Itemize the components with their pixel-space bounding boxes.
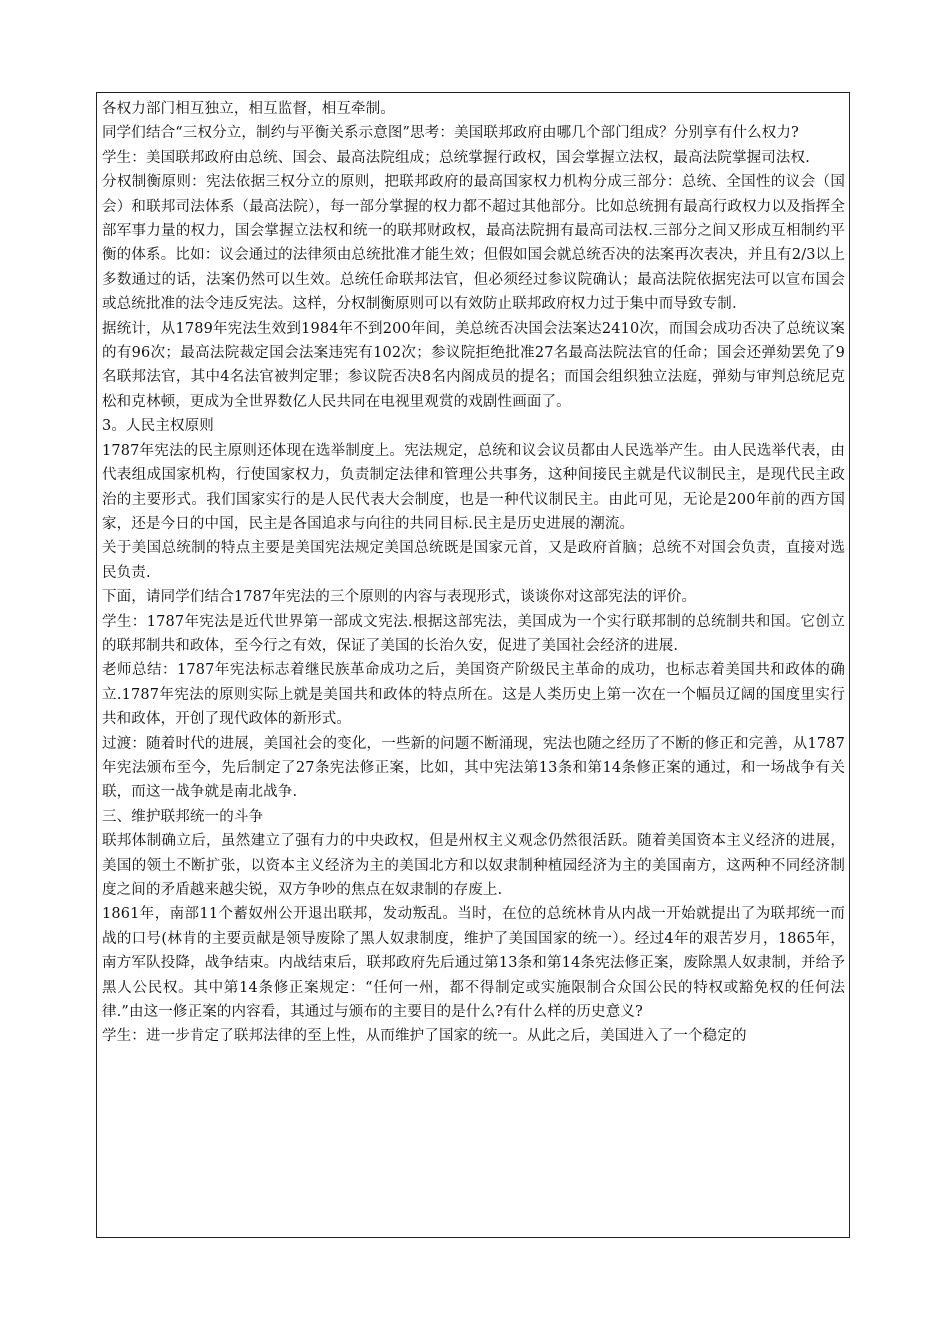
paragraph-student-evaluation: 学生：1787年宪法是近代世界第一部成文宪法.根据这部宪法，美国成为一个实行联邦制的总统制共和国。它创立的联邦制共和政体，至今行之有效，保证了美国的长治久安，促进了美国社会经济的进展.: [102, 613, 845, 654]
paragraph-presidential-system: 关于美国总统制的特点主要是美国宪法规定美国总统既是国家元首，又是政府首脑；总统不对国会负责，直接对选民负责.: [102, 540, 845, 581]
paragraph-teacher-summary: 老师总结：1787年宪法标志着继民族革命成功之后，美国资产阶级民主革命的成功，也标志着美国共和政体的确立.1787年宪法的原则实际上就是美国共和政体的特点所在。这是人类历史上第一次在一个幅员辽阔的国度里实行共和政体，开创了现代政体的新形式。: [102, 662, 845, 728]
paragraph-statistics: 据统计，从1789年宪法生效到1984年不到200年间，美总统否决国会法案达2410次，而国会成功否决了总统议案的有96次；最高法院裁定国会法案违宪有102次；参议院拒绝批准27名最高法院法官的任命；国会还弹劾罢免了9名联邦法官，其中4名法官被判定罪；参议院否决8名内阁成员的提名；而国会组织独立法庭，弹劾与审判总统尼克松和克林顿，更成为全世界数亿人民共同在电视里观赏的戏剧性画面了。: [102, 320, 845, 410]
paragraph-civil-war: 1861年，南部11个蓄奴州公开退出联邦，发动叛乱。当时，在位的总统林肯从内战一开始就提出了为联邦统一而战的口号(林肯的主要贡献是领导废除了黑人奴隶制度，维护了美国国家的统一）。经过4年的艰苦岁月，1865年，南方军队投降，战争结束。内战结束后，联邦政府先后通过第13条和第14条宪法修正案，废除黑人奴隶制，并给予黑人公民权。其中第14条修正案规定：“任何一州，都不得制定或实施限制合众国公民的特权或豁免权的任何法律.”由这一修正案的内容看，其通过与颁布的主要目的是什么?有什么样的历史意义?: [102, 906, 845, 1021]
heading-union-struggle: 三、维护联邦统一的斗争: [102, 808, 264, 825]
document-body: [97, 93, 849, 1049]
paragraph-federal-system: 联邦体制确立后，虽然建立了强有力的中央政权，但是州权主义观念仍然很活跃。随着美国资本主义经济的进展，美国的领土不断扩张，以资本主义经济为主的美国北方和以奴隶制种植园经济为主的美国南方，这两种不同经济制度之间的矛盾越来越尖锐，双方争吵的焦点在奴隶制的存废上.: [102, 833, 845, 898]
paragraph-democratic-principle: 1787年宪法的民主原则还体现在选举制度上。宪法规定，总统和议会议员都由人民选举产生。由人民选举代表，由代表组成国家机构，行使国家权力，负责制定法律和管理公共事务，这种间接民主就是代议制民主，是现代民主政治的主要形式。我们国家实行的是人民代表大会制度，也是一种代议制民主。由此可见，无论是200年前的西方国家，还是今日的中国，民主是各国追求与向往的共同目标.民主是历史进展的潮流。: [102, 442, 845, 532]
table-cell-frame: [96, 92, 850, 1238]
paragraph-student-union: 学生：进一步肯定了联邦法律的至上性，从而维护了国家的统一。从此之后，美国进入了一个稳定的: [102, 1028, 747, 1045]
heading-popular-sovereignty: 3。人民主权原则: [102, 418, 214, 435]
paragraph-checks-balances: 各权力部门相互独立，相互监督，相互牵制。: [102, 101, 395, 117]
paragraph-separation-of-powers: 分权制衡原则：宪法依据三权分立的原则，把联邦政府的最高国家权力机构分成三部分：总统、全国性的议会（国会）和联邦司法体系（最高法院），每一部分掌握的权力都不超过其他部分。比如总统拥有最高行政权力以及指挥全部军事力量的权力，国会掌握立法权和统一的联邦财政权，最高法院拥有最高司法权.三部分之间又形成互相制约平衡的体系。比如：议会通过的法律须由总统批准才能生效；但假如国会就总统否决的法案再次表决，并且有2/3以上多数通过的话，法案仍然可以生效。总统任命联邦法官，但必须经过参议院确认；最高法院依据宪法可以宣布国会或总统批准的法令违反宪法。这样，分权制衡原则可以有效防止联邦政府权力过于集中而导致专制.: [102, 174, 845, 313]
paragraph-transition: 过渡：随着时代的进展，美国社会的变化，一些新的问题不断涌现，宪法也随之经历了不断的修正和完善，从1787年宪法颁布至今，先后制定了27条宪法修正案，比如，其中宪法第13条和第14条修正案的通过，和一场战争有关联，而这一战争就是南北战争.: [102, 735, 845, 801]
paragraph-evaluation-prompt: 下面，请同学们结合1787年宪法的三个原则的内容与表现形式，谈谈你对这部宪法的评价。: [102, 589, 697, 606]
paragraph-student-answer-branches: 学生：美国联邦政府由总统、国会、最高法院组成；总统掌握行政权，国会掌握立法权，最高法院掌握司法权.: [102, 149, 810, 166]
paragraph-question-branches: 同学们结合“三权分立，制约与平衡关系示意图”思考：美国联邦政府由哪几个部门组成？分别享有什么权力?: [102, 125, 799, 142]
